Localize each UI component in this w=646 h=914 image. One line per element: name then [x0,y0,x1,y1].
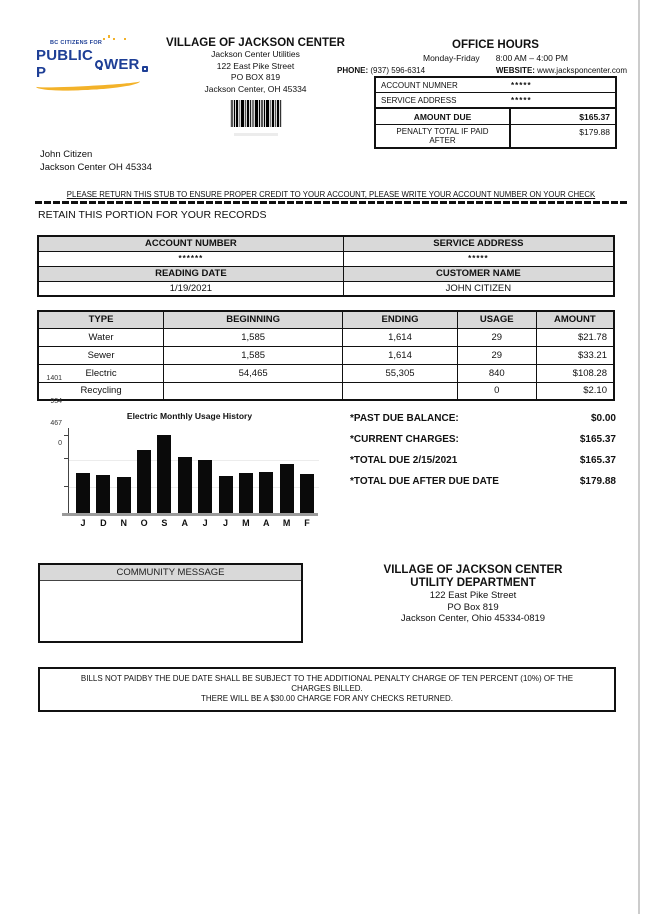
phone [337,66,425,75]
table-row [38,382,614,400]
service-address-label: SERVICE ADDRESS [381,95,457,105]
service-address-value: ***** [511,95,532,105]
retain-notice: RETAIN THIS PORTION FOR YOUR RECORDS [38,209,267,221]
logo-wordmark [36,47,148,81]
chart-x-label: F [304,518,310,528]
service-address-row [376,93,615,108]
amount-due-value: $165.37 [579,111,610,122]
penalty-notice-line: BILLS NOT PAIDBY THE DUE DATE SHALL BE SUBJECT TO THE ADDITIONAL PENALTY CHARGE OF TEN PERCENT (10%) OF THE CHARGES BILLED. [80,674,574,693]
remit-line: Jackson Center, Ohio 45334-0819 [400,613,546,624]
usage-history-chart [62,408,320,533]
chart-bar [76,473,90,513]
returned-check-line: THERE WILL BE A $30.00 CHARGE FOR ANY CHECKS RETURNED. [200,694,454,703]
chart-y-tick [64,486,68,487]
summary-value: $165.37 [579,434,616,445]
chart-bar [198,460,212,513]
office-hours-schedule [374,53,617,63]
chart-x-label: A [181,518,189,528]
reading-date-cell: 1/19/2021 [38,281,343,296]
chart-x-label: J [223,518,229,528]
col-ending: ENDING [343,311,458,328]
chart-x-label: M [242,518,250,528]
chart-bar [117,477,131,513]
cell-beginning: 54,465 [164,364,343,382]
cell-ending: 1,614 [343,346,458,364]
remit-line: PO Box 819 [447,601,499,613]
phone-label: PHONE: [337,66,369,75]
office-days: Monday-Friday [423,53,480,63]
penalty-value: $179.88 [579,127,610,137]
website [496,66,627,75]
remit-name: VILLAGE OF JACKSON CENTER [383,564,563,576]
lightbulb-icon [95,60,103,69]
remit-dept: UTILITY DEPARTMENT [410,577,536,589]
col-amount: AMOUNT [536,311,614,328]
account-number-header: ACCOUNT NUMBER [38,236,343,251]
phone-number: (937) 596-6314 [370,66,426,75]
chart-bar [219,476,233,513]
chart-bar [157,435,171,513]
penalty-notice-box [38,667,616,712]
cell-type: Water [38,328,164,346]
utility-name: VILLAGE OF JACKSON CENTER [166,37,345,49]
chart-bar [137,450,151,513]
chart-bars [76,435,314,513]
utility-header [148,37,363,136]
chart-x-axis [62,513,318,516]
website-url: www.jacksponcenter.com [537,66,627,75]
summary-value: $0.00 [590,413,616,424]
account-info-table [37,235,615,297]
utility-line: 122 East Pike Street [216,60,295,71]
summary-row [350,434,616,445]
table-row [38,346,614,364]
office-hours-title: OFFICE HOURS [452,39,539,51]
chart-x-label: N [120,518,127,528]
reading-date-header: READING DATE [38,266,343,281]
summary-row [350,455,616,466]
perforation-line [35,201,627,204]
cell-usage: 840 [457,364,536,382]
amount-due-label: AMOUNT DUE [376,109,511,124]
cell-usage: 29 [457,328,536,346]
service-address-header: SERVICE ADDRESS [343,236,614,251]
chart-x-label: M [282,518,291,528]
barcode-caption [234,133,278,136]
chart-bar [259,472,273,513]
utility-line: Jackson Center, OH 45334 [204,83,307,94]
mailing-address [40,148,152,174]
cell-amount: $33.21 [536,346,614,364]
chart-x-label: S [161,518,168,528]
chart-y-tick [64,435,68,436]
community-message-title: COMMUNITY MESSAGE [40,565,301,581]
barcode [148,100,363,136]
stub-notice: PLEASE RETURN THIS STUB TO ENSURE PROPER CREDIT TO YOUR ACCOUNT, PLEASE WRITE YOUR ACCOUNT NUMBER ON YOUR CHECK [66,190,596,199]
summary-label: *PAST DUE BALANCE: [350,413,459,424]
chart-bar [239,473,253,513]
cell-type: Sewer [38,346,164,364]
cell-amount: $2.10 [536,382,614,400]
utility-line: Jackson Center Utilities [211,49,300,59]
account-number-cell: ****** [38,251,343,266]
cell-amount: $108.28 [536,364,614,382]
cell-beginning: 1,585 [164,328,343,346]
usage-table [37,310,615,401]
chart-y-axis [68,428,69,514]
cell-ending: 1,614 [343,328,458,346]
website-label: WEBSITE: [495,66,535,75]
chart-title: Electric Monthly Usage History [126,411,253,421]
chart-x-labels [76,518,314,528]
chart-y-label: 0 [58,440,62,447]
community-message-box [38,563,303,643]
summary-row [350,476,616,487]
chart-x-label: O [140,518,148,528]
logo-text-right: WER [103,55,140,73]
customer-name-cell: JOHN CITIZEN [343,281,614,296]
summary-value: $165.37 [579,455,616,466]
chart-bar [96,475,110,513]
chart-x-label: J [202,518,208,528]
remit-line: 122 East Pike Street [429,590,517,601]
summary-value: $179.88 [579,476,616,487]
table-row [38,328,614,346]
remit-address [330,564,616,625]
penalty-label: PENALTY TOTAL IF PAID AFTER [376,125,511,147]
chart-y-label: 934 [50,398,62,405]
office-times: 8:00 AM – 4:00 PM [495,53,568,63]
chart-bar [178,457,192,513]
customer-city: Jackson Center OH 45334 [40,162,152,173]
cell-beginning [164,382,343,400]
cell-type: Electric [38,364,164,382]
cell-beginning: 1,585 [164,346,343,364]
contact-row [337,66,627,75]
customer-name: John Citizen [40,149,93,160]
col-type: TYPE [38,311,164,328]
logo-text-left: PUBLIC P [36,47,94,81]
amount-due-row [376,108,615,125]
account-number-value: ***** [511,80,532,90]
summary-label: *CURRENT CHARGES: [350,434,459,445]
chart-y-label: 1401 [46,375,62,382]
summary-label: *TOTAL DUE AFTER DUE DATE [350,476,499,487]
chart-x-label: D [100,518,107,528]
customer-name-header: CUSTOMER NAME [343,266,614,281]
chart-y-tick [64,458,68,459]
account-number-row [376,78,615,93]
chart-x-label: J [80,518,86,528]
cell-ending: 55,305 [343,364,458,382]
account-summary-box [374,76,617,149]
cell-usage: 0 [457,382,536,400]
cell-ending [343,382,458,400]
summary-label: *TOTAL DUE 2/15/2021 [350,455,458,466]
table-row [38,364,614,382]
account-number-label: ACCOUNT NUMNER [381,80,458,90]
sparkle-icon [108,36,110,38]
service-address-cell: ***** [343,251,614,266]
office-hours-block [374,39,617,63]
totals-summary [350,413,616,497]
cell-type: Recycling [38,382,164,400]
chart-bar [280,464,294,513]
cell-usage: 29 [457,346,536,364]
chart-x-label: A [262,518,270,528]
col-usage: USAGE [457,311,536,328]
page-edge-line [638,0,640,914]
chart-y-label: 467 [50,420,62,427]
cell-amount: $21.78 [536,328,614,346]
chart-bar [300,474,314,513]
public-power-logo [36,40,148,90]
penalty-row [376,125,615,147]
summary-row [350,413,616,424]
logo-tagline: BC CITIZENS FOR [50,40,103,46]
utility-line: PO BOX 819 [230,72,281,82]
col-beginning: BEGINNING [164,311,343,328]
